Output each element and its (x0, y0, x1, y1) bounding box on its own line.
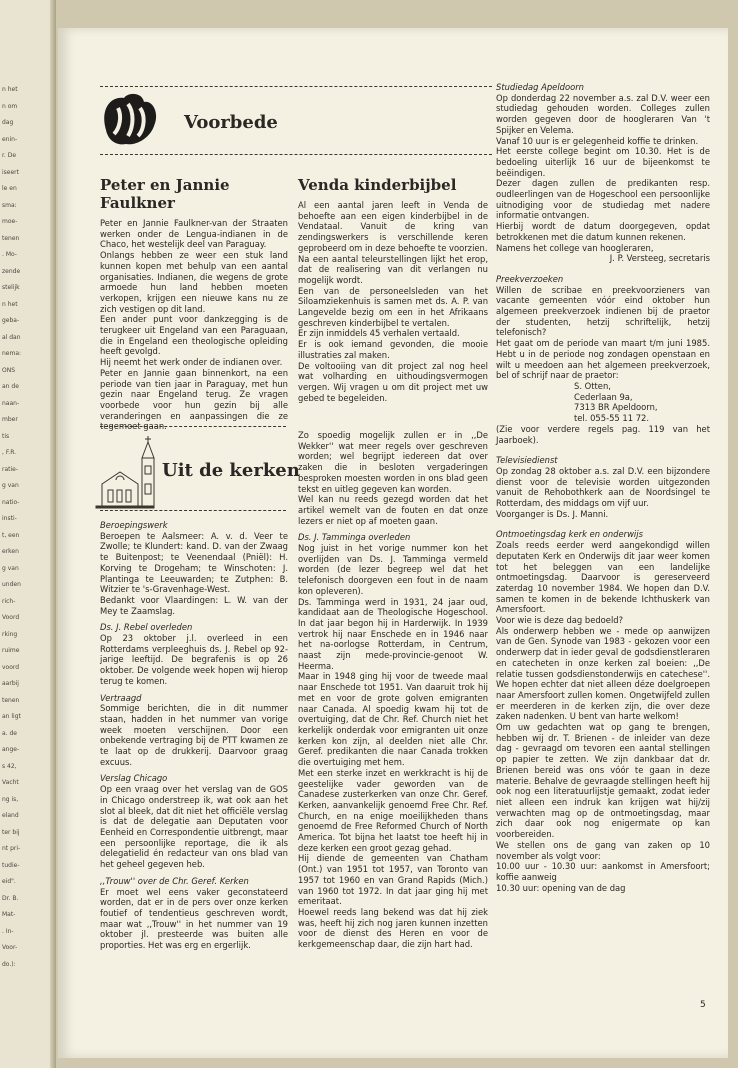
prev-page-fragment: stelijk (2, 284, 20, 291)
address-line: Cederlaan 9a, (574, 391, 633, 402)
prev-page-fragment: erken (2, 548, 19, 555)
prev-page-fragment: le en (2, 185, 17, 192)
prev-page-fragment: mber (2, 416, 18, 423)
address-line: tel. 055-55 11 72. (574, 413, 650, 424)
paragraph: Onlangs hebben ze weer een stuk land kunnen kopen met behulp van een aantal organisaties. Indianen, die wegens de grote armoede hun land hebben moeten verkopen, krijgen een nieuwe kans nu ze zich vestigen op dit land. (100, 250, 288, 314)
prev-page-fragment: n om (2, 102, 18, 110)
section-heading: Ds. J. Rebel overleden (100, 622, 193, 633)
section-text: Bedankt voor Vlaardingen: L. W. van der Mey te Zaamslag. (100, 594, 288, 616)
address-line: 7313 BR Apeldoorn, (574, 402, 658, 413)
paragraph: Vanaf 10 uur is er gelegenheid koffie te drinken. (496, 135, 699, 146)
venda-title: Venda kinderbijbel (298, 176, 457, 194)
kerken-banner: Uit de kerken (162, 460, 300, 481)
kerken-left-column (100, 520, 288, 951)
kerken-middle-column (298, 430, 488, 950)
prev-page-fragment: zende (2, 267, 21, 275)
section-text: Er moet wel eens vaker geconstateerd worden, dat er in de pers over onze kerken foutief of tendentieus geschreven wordt, maar wat ,,Trouw'' in het nummer van 19 oktober jl. presteerde was buiten alle proporties. Het was erg en ergerlijk. (100, 886, 288, 951)
section-text: Nog juist in het vorige nummer kon het overlijden van Ds. J. Tamminga vermeld worden (de lezer begreep wel dat het telefonisch doorgeven een fout in de naam kon opleveren). (298, 543, 488, 596)
section-heading: Vertraagd (100, 692, 142, 703)
preekverzoeken-heading: Preekverzoeken (496, 273, 564, 284)
studiedag-heading: Studiedag Apeldoorn (496, 82, 584, 92)
prev-page-fragment: . Mo- (2, 251, 17, 258)
prev-page-fragment: natio- (2, 498, 20, 506)
prev-page-fragment: al dan (2, 333, 21, 341)
paragraph: Voorganger is Ds. J. Manni. (496, 508, 609, 519)
paragraph: Om uw gedachten wat op gang te brengen, hebben wij dr. T. Brienen - de inleider van deze dag - gevraagd om tevoren een aantal stellingen op papier te zetten. We zijn dankbaar dat dr. Brienen bereid was ons vóór te gaan in deze materie. Behalve de gevraagde stellingen heeft hij ook nog een literatuurlijstje gemaakt, zodat ieder niet alleen een indruk kan krijgen wat hij/zij verwachten mag op de ontmoetingsdag, maar zich daar ook nog enigermate op kan voorbereiden. (496, 722, 710, 840)
prev-page-fragment: aarbij (2, 680, 19, 687)
prev-page-fragment: Voord (2, 614, 20, 621)
paragraph: Dezer dagen zullen de predikanten resp. oudleerlingen van de Hogeschool een persoonlijke uitnodiging voor de studiedag met nadere informatie ontvangen. (496, 178, 710, 221)
paragraph: Na een aantal teleurstellingen lijkt het erop, dat de realisering van dit verlangen nu mogelijk wordt. (298, 253, 488, 285)
paragraph: Er zijn inmiddels 45 verhalen vertaald. (298, 328, 460, 339)
section-text: Op een vraag over het verslag van de GOS in Chicago onderstreep ik, wat ook aan het slot al bleek, dat dit niet het officiële verslag is dat de delegatie aan Deputaten voor Eenheid en Correspondentie uitbrengt, maar een persoonlijke reportage, die ik als delegatielid én redacteur van ons blad van het geheel gegeven heb. (100, 784, 288, 870)
section-text: Sommige berichten, die in dit nummer staan, hadden in het nummer van vorige week moeten verschijnen. Door een onbekende vertraging bij de PTT kwamen ze te laat op de drukkerij. Daarvoor graag excuus. (100, 703, 288, 767)
page-number: 5 (700, 1000, 706, 1010)
prev-page-fragment: tenen (2, 234, 20, 242)
paragraph: 10.30 uur: opening van de dag (496, 882, 626, 893)
section-text: Met een sterke inzet en werkkracht is hij de geestelijke vader geworden van de Canadese zusterkerken van onze Chr. Geref. Kerken, aanvankelijk genoemd Free Chr. Ref. Church, en na enige moeilijkheden thans genoemd de Free Reformed Church of North America. Tot bijna het laatst toe heeft hij in deze kerken een groot gezag gehad. (298, 767, 488, 853)
ontmoetingsdag-heading: Ontmoetingsdag kerk en onderwijs (496, 529, 643, 540)
prev-page-fragment: Voor- (2, 944, 18, 951)
paragraph: Er is ook iemand gevonden, die mooie illustraties zal maken. (298, 339, 488, 360)
section-heading: Beroepingswerk (100, 520, 168, 530)
prev-page-fragment: ONS (2, 366, 16, 374)
praying-hands-icon (104, 94, 156, 144)
paragraph: Al een aantal jaren leeft in Venda de behoefte aan een eigen kinderbijbel in de Vendataal. Vanuit de kring van zendingswerkers is verschillende keren geprobeerd om in deze behoefte te voorzien. (298, 200, 488, 253)
magazine-page (58, 28, 728, 1058)
prev-page-fragment: moe- (2, 218, 18, 225)
prev-page-fragment: rking (2, 630, 18, 638)
paragraph: Willen de scribae en preekvoorzieners van vacante gemeenten vóór eind oktober hun algemeen preekverzoek indienen bij de praetor der studenten, hetzij schriftelijk, hetzij telefonisch? (496, 284, 710, 338)
studiedag-signature: J. P. Versteeg, secretaris (609, 253, 710, 264)
paragraph: Peter en Jannie gaan binnenkort, na een periode van tien jaar in Paraguay, met hun gezin naar Engeland terug. Ze vragen voorbede voor hun gezin bij alle veranderingen en aanpassingen die ze tegemoet gaan. (100, 367, 288, 432)
prev-page-fragment: . In- (2, 927, 14, 935)
prev-page-fragment: ter bij (2, 828, 20, 836)
section-text: Wel kan nu reeds gezegd worden dat het artikel wemelt van de fouten en dat onze lezers er niet op af moeten gaan. (298, 494, 488, 526)
prev-page-fragment: n het (2, 300, 18, 308)
kerken-bottom-rule (100, 510, 286, 511)
paragraph: Het gaat om de periode van maart t/m juni 1985. Hebt u in de periode nog zondagen openstaan en wilt u meedoen aan het algemeen preekverzoek, bel of schrijf naar de praetor: (496, 338, 710, 381)
section-text: Beroepen te Aalsmeer: A. v. d. Veer te Zwolle; te Klundert: kand. D. van der Zwaag te Buitenpost; te Veenendaal (Pniël): H. Korving te Drogeham; te Winschoten: J. Plantinga te Leeuwarden; te Zutphen: B. Witzier te 's-Gravenhage-West. (100, 530, 288, 595)
paragraph: Op zondag 28 oktober a.s. zal D.V. een bijzondere dienst voor de televisie worden uitgezonden vanuit de Rehobothkerk aan de Noordsingel te Rotterdam, des middags om vijf uur. (496, 465, 710, 509)
paragraph: Het eerste college begint om 10.30. Het is de bedoeling uiterlijk 16 uur de bijeenkomst te beëindigen. (496, 146, 710, 178)
prev-page-fragment: Mat- (2, 911, 16, 918)
prev-page-fragment: ng is, (2, 795, 19, 803)
prev-page-fragment: s 42, (2, 762, 17, 770)
prev-page-fragment: unden (2, 581, 21, 588)
paragraph: Voor wie is deze dag bedoeld? (496, 615, 624, 626)
prev-page-fragment: r. De (2, 152, 17, 159)
prev-page-fragment: tudie- (2, 861, 20, 869)
prev-page-fragment: g van (2, 482, 19, 489)
section-heading: ,,Trouw'' over de Chr. Geref. Kerken (100, 875, 249, 886)
praetor-address (496, 381, 710, 424)
faulkner-title: Peter en Jannie Faulkner (100, 176, 230, 212)
prev-page-fragment: tis (2, 432, 10, 440)
prev-page-fragment: ratie- (2, 465, 19, 473)
prev-page-fragment: g van (2, 564, 19, 572)
previous-page-edge (0, 0, 56, 1068)
preekverzoeken-note: (Zie voor verdere regels pag. 119 van het Jaarboek). (496, 423, 710, 445)
voorbede-bottom-rule (100, 154, 492, 155)
church-drawing-icon (96, 436, 154, 508)
prev-page-fragment: rich- (2, 597, 16, 605)
prev-page-fragment: tenen (2, 696, 20, 704)
paragraph: Zoals reeds eerder werd aangekondigd willen deputaten Kerk en Onderwijs dit jaar weer komen tot het beleggen van een landelijke ontmoetingsdag. Daarvoor is gereserveerd zaterdag 10 november 1984. We hopen dan D.V. samen te komen in de bekende Ichthuskerk van Amersfoort. (496, 540, 710, 615)
prev-page-fragment: insti- (2, 515, 17, 522)
prev-page-fragment: geba- (2, 317, 20, 324)
prev-page-fragment: sma: (2, 201, 17, 209)
paragraph: Peter en Jannie Faulkner-van der Straaten werken onder de Lengua-indianen in de Chaco, het westelijk deel van Paraguay. (100, 218, 288, 250)
televisiedienst-heading: Televisiedienst (496, 455, 558, 466)
paragraph: Als onderwerp hebben we - mede op aanwijzen van de Gen. Synode van 1983 - gekozen voor een onderwerp dat in ieder geval de godsdienstleraren en catecheten in onze kerken zal boeien: ,,De relatie tussen godsdienstonderwijs en catechese''. We hopen echter dat niet alleen déze doelgroepen naar Amersfoort zullen komen. Ongetwijfeld zullen er meerderen in de kerken zijn, die over deze zaken nadenken. U bent van harte welkom! (496, 625, 710, 722)
prev-page-fragment: Vacht (2, 779, 19, 786)
section-heading: Verslag Chicago (100, 773, 168, 784)
prev-page-fragment: , F.R. (2, 449, 17, 456)
prev-page-fragment: naan- (2, 399, 20, 407)
right-column (496, 82, 710, 893)
prev-page-fragment: an ligt (2, 713, 21, 720)
prev-page-fragment: dag (2, 119, 14, 126)
prev-page-fragment: Dr. B. (2, 894, 19, 902)
page-fold (50, 0, 56, 1068)
prev-page-fragment: t, een (2, 531, 20, 539)
prev-page-fragment: a. de (2, 729, 17, 737)
section-text: Zo spoedig mogelijk zullen er in ,,De Wekker'' wat meer regels over geschreven worden; wel begrijpt iedereen dat over zaken die in besloten vergaderingen besproken moesten worden in ons blad geen tekst en uitleg gegeven kan worden. (298, 430, 488, 494)
prev-page-fragment: n het (2, 86, 18, 93)
section-text: Maar in 1948 ging hij voor de tweede maal naar Enschede tot 1951. Van daaruit trok hij met en voor de grote golven emigranten naar Canada. Al spoedig kwam hij tot de overtuiging, dat de Chr. Ref. Church niet het kerkelijk onderdak voor emigranten uit onze kerken kon zijn, al deelden niet alle Chr. Geref. predikanten die naar Canada trokken die overtuiging met hem. (298, 671, 488, 768)
prev-page-fragment: ange- (2, 746, 20, 753)
paragraph: We stellen ons de gang van zaken op 10 november als volgt voor: (496, 839, 710, 861)
section-text: Op 23 oktober j.l. overleed in een Rotterdams verpleeghuis ds. J. Rebel op 92-jarige leeftijd. De begrafenis is op 26 oktober. De volgende week hopen wij hierop terug te komen. (100, 633, 288, 686)
paragraph: Op donderdag 22 november a.s. zal D.V. weer een studiedag gehouden worden. Colleges zullen worden gegeven door de hoogleraren Van 't Spijker en Velema. (496, 92, 710, 135)
prev-page-fragment: nema: (2, 350, 22, 357)
prev-page-fragment: do.): (2, 960, 16, 968)
prev-page-fragment: nt pri- (2, 845, 21, 852)
paragraph: De voltooiing van dit project zal nog heel wat volharding en uithoudingsvermogen vergen. Wij vragen u om dit project met uw gebed te begeleiden. (298, 360, 488, 403)
section-text: Hoewel reeds lang bekend was dat hij ziek was, heeft hij zich nog jaren kunnen inzetten voor de dienst des Heren en voor de kerkgemeenschap daar, die zijn hart had. (298, 906, 488, 950)
address-line: S. Otten, (574, 380, 611, 391)
paragraph: 10.00 uur - 10.30 uur: aankomst in Amersfoort; koffie aanweig (496, 861, 710, 882)
prev-page-fragment: an de (2, 383, 19, 390)
section-text: Hij diende de gemeenten van Chatham (Ont.) van 1951 tot 1957, van Toronto van 1957 tot 1960 en van Grand Rapids (Mich.) van 1960 tot 1972. In dat jaar ging hij met emeritaat. (298, 853, 488, 907)
paragraph: Een van de personeelsleden van het Siloamziekenhuis is samen met ds. A. P. van Langevelde bezig om een in het Afrikaans geschreven kinderbijbel te vertalen. (298, 285, 488, 328)
prev-page-fragment: enin- (2, 135, 18, 143)
top-rule (100, 86, 492, 87)
prev-page-fragment: ruime (2, 647, 20, 654)
section-heading: Ds. J. Tamminga overleden (298, 532, 411, 543)
voorbede-banner: Voorbede (184, 112, 278, 133)
paragraph: Namens het college van hoogleraren, (496, 242, 654, 253)
prev-page-fragment: voord (2, 663, 20, 671)
paragraph: Hij neemt het werk onder de indianen over. (100, 357, 283, 368)
prev-page-fragment: eid". (2, 878, 16, 885)
prev-page-fragment: eland (2, 812, 19, 819)
paragraph: Een ander punt voor dankzegging is de terugkeer uit Engeland van een Paraguaan, die in Engeland een theologische opleiding heeft gevolgd. (100, 314, 288, 357)
paragraph: Hierbij wordt de datum doorgegeven, opdat betrokkenen met die datum kunnen rekenen. (496, 221, 710, 242)
faulkner-article (100, 176, 288, 432)
prev-page-fragment: iseert (2, 168, 19, 176)
venda-article (298, 176, 488, 403)
section-text: Ds. Tamminga werd in 1931, 24 jaar oud, kandidaat aan de Theologische Hogeschool. In dat jaar begon hij in Harderwijk. In 1939 vertrok hij naar Enschede en in 1946 naar het na-oorlogse Rotterdam, in Centrum, naast zijn mede-provincie-genoot W. Heerma. (298, 596, 488, 671)
